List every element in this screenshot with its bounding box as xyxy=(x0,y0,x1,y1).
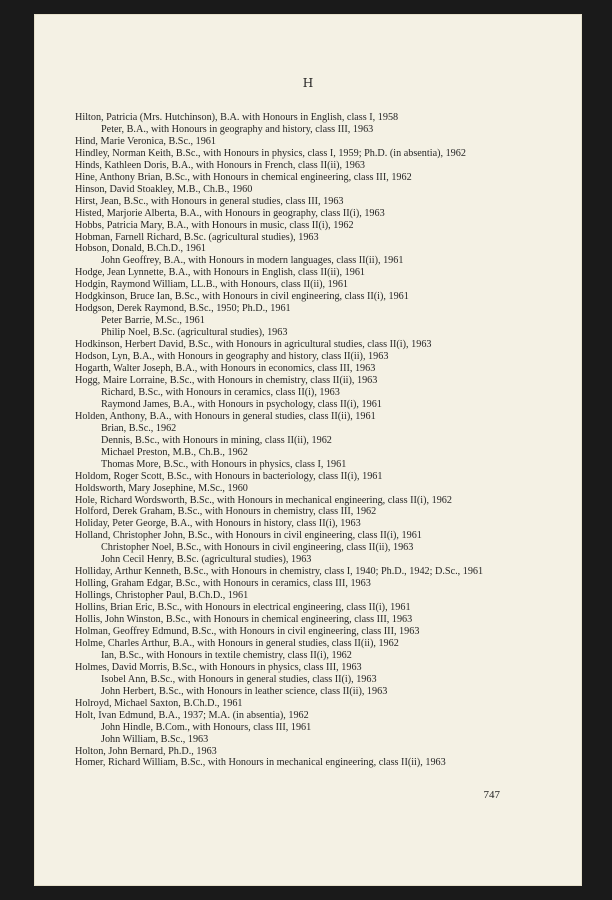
list-item-sub-entry: John Cecil Henry, B.Sc. (agricultural studies), 1963 xyxy=(101,554,312,566)
list-item: Holdsworth, Mary Josephine, M.Sc., 1960 xyxy=(75,482,248,494)
list-item: Hinds, Kathleen Doris, B.A., with Honours in French, class II(ii), 1963 xyxy=(75,159,366,171)
list-item: Hobbs, Patricia Mary, B.A., with Honours in music, class II(i), 1962 xyxy=(75,219,354,231)
list-item-sub-entry: Peter Barrie, M.Sc., 1961 xyxy=(101,315,205,327)
list-item: Hodgson, Derek Raymond, B.Sc., 1950; Ph.D., 1961 xyxy=(75,303,291,315)
list-item: Hine, Anthony Brian, B.Sc., with Honours in chemical engineering, class III, 1962 xyxy=(75,171,412,183)
list-item: Hobman, Farnell Richard, B.Sc. (agricultural studies), 1963 xyxy=(75,231,319,243)
list-item: Holden, Anthony, B.A., with Honours in general studies, class II(ii), 1961 xyxy=(75,410,376,422)
list-item-sub-entry: John Geoffrey, B.A., with Honours in modern languages, class II(ii), 1961 xyxy=(101,255,404,267)
list-item: Holliday, Arthur Kenneth, B.Sc., with Honours in chemistry, class I, 1940; Ph.D., 1942; D.Sc., 1961 xyxy=(75,566,484,578)
list-item: Histed, Marjorie Alberta, B.A., with Honours in geography, class II(i), 1963 xyxy=(75,207,385,219)
list-item-sub-entry: Ian, B.Sc., with Honours in textile chemistry, class II(i), 1962 xyxy=(101,649,352,661)
section-heading: H xyxy=(302,76,314,90)
entry-list xyxy=(75,112,545,769)
list-item-sub-entry: Peter, B.A., with Honours in geography and history, class III, 1963 xyxy=(101,123,374,135)
list-item: Holme, Charles Arthur, B.A., with Honours in general studies, class II(ii), 1962 xyxy=(75,637,399,649)
list-item-sub-entry: Raymond James, B.A., with Honours in psychology, class II(i), 1961 xyxy=(101,398,382,410)
document-page xyxy=(34,14,582,886)
list-item: Hollins, Brian Eric, B.Sc., with Honours in electrical engineering, class II(i), 1961 xyxy=(75,602,411,614)
list-item: Holdom, Roger Scott, B.Sc., with Honours in bacteriology, class II(i), 1961 xyxy=(75,470,383,482)
list-item: Holman, Geoffrey Edmund, B.Sc., with Honours in civil engineering, class III, 1963 xyxy=(75,625,420,637)
list-item: Hindley, Norman Keith, B.Sc., with Honours in physics, class I, 1959; Ph.D. (in absentia), 1962 xyxy=(75,147,466,159)
list-item-sub-entry: John William, B.Sc., 1963 xyxy=(101,733,209,745)
list-item-sub-entry: Dennis, B.Sc., with Honours in mining, class II(ii), 1962 xyxy=(101,434,332,446)
list-item: Holton, John Bernard, Ph.D., 1963 xyxy=(75,745,217,757)
list-item: Hodgkinson, Bruce Ian, B.Sc., with Honours in civil engineering, class II(i), 1961 xyxy=(75,291,409,303)
list-item-sub-entry: John Herbert, B.Sc., with Honours in leather science, class II(ii), 1963 xyxy=(101,685,388,697)
list-item-sub-entry: Michael Preston, M.B., Ch.B., 1962 xyxy=(101,446,248,458)
list-item: Hodge, Jean Lynnette, B.A., with Honours in English, class II(ii), 1961 xyxy=(75,267,366,279)
list-item-sub-entry: Philip Noel, B.Sc. (agricultural studies), 1963 xyxy=(101,327,288,339)
list-item-sub-entry: John Hindle, B.Com., with Honours, class III, 1961 xyxy=(101,721,312,733)
list-item: Hodgin, Raymond William, LL.B., with Honours, class II(ii), 1961 xyxy=(75,279,349,291)
list-item: Hole, Richard Wordsworth, B.Sc., with Honours in mechanical engineering, class II(i), 1962 xyxy=(75,494,452,506)
list-item-sub-entry: Thomas More, B.Sc., with Honours in physics, class I, 1961 xyxy=(101,458,347,470)
list-item: Hind, Marie Veronica, B.Sc., 1961 xyxy=(75,135,216,147)
list-item-sub-entry: Isobel Ann, B.Sc., with Honours in general studies, class II(i), 1963 xyxy=(101,673,377,685)
list-item: Hilton, Patricia (Mrs. Hutchinson), B.A. with Honours in English, class I, 1958 xyxy=(75,112,399,123)
list-item-sub-entry: Richard, B.Sc., with Honours in ceramics, class II(i), 1963 xyxy=(101,386,340,398)
list-item: Holland, Christopher John, B.Sc., with Honours in civil engineering, class II(i), 1961 xyxy=(75,530,422,542)
list-item: Homer, Richard William, B.Sc., with Honours in mechanical engineering, class II(ii), 1963 xyxy=(75,757,446,769)
list-item-sub-entry: Brian, B.Sc., 1962 xyxy=(101,422,177,434)
list-item: Hogg, Maire Lorraine, B.Sc., with Honours in chemistry, class II(ii), 1963 xyxy=(75,374,378,386)
page-number: 747 xyxy=(483,789,500,801)
list-item: Holmes, David Morris, B.Sc., with Honours in physics, class III, 1963 xyxy=(75,661,362,673)
list-item-sub-entry: Christopher Noel, B.Sc., with Honours in civil engineering, class II(ii), 1963 xyxy=(101,542,414,554)
list-item: Hollings, Christopher Paul, B.Ch.D., 1961 xyxy=(75,590,249,602)
list-item: Hinson, David Stoakley, M.B., Ch.B., 1960 xyxy=(75,183,253,195)
list-item: Hogarth, Walter Joseph, B.A., with Honours in economics, class III, 1963 xyxy=(75,363,376,375)
list-item: Hobson, Donald, B.Ch.D., 1961 xyxy=(75,243,207,255)
list-item: Hodkinson, Herbert David, B.Sc., with Honours in agricultural studies, class II(i), 1963 xyxy=(75,339,432,351)
list-item: Holling, Graham Edgar, B.Sc., with Honours in ceramics, class III, 1963 xyxy=(75,578,371,590)
list-item: Holford, Derek Graham, B.Sc., with Honours in chemistry, class III, 1962 xyxy=(75,506,377,518)
list-item: Holroyd, Michael Saxton, B.Ch.D., 1961 xyxy=(75,697,243,709)
list-item: Hodson, Lyn, B.A., with Honours in geography and history, class II(ii), 1963 xyxy=(75,351,389,363)
list-item: Hirst, Jean, B.Sc., with Honours in general studies, class III, 1963 xyxy=(75,195,344,207)
list-item: Hollis, John Winston, B.Sc., with Honours in chemical engineering, class III, 1963 xyxy=(75,614,413,626)
list-item: Holiday, Peter George, B.A., with Honours in history, class II(i), 1963 xyxy=(75,518,361,530)
list-item: Holt, Ivan Edmund, B.A., 1937; M.A. (in absentia), 1962 xyxy=(75,709,309,721)
